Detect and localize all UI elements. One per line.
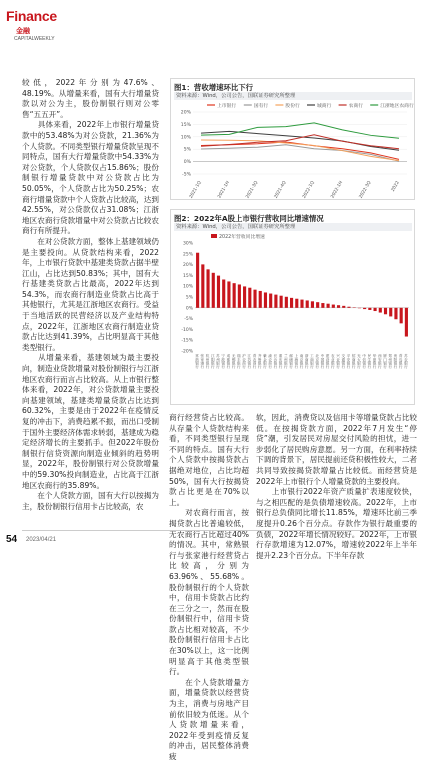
bar	[238, 284, 241, 307]
bar	[227, 281, 230, 307]
legend-label: 农商行	[349, 102, 364, 109]
y-tick-label: -5%	[184, 316, 193, 322]
y-tick-label: 15%	[183, 273, 194, 279]
bar	[259, 291, 262, 308]
x-tick-label: 江苏银行	[247, 353, 252, 369]
x-tick-label: 紫金银行	[262, 353, 267, 369]
x-tick-label: 华夏银行	[372, 353, 377, 369]
bar	[321, 303, 324, 308]
x-tick-label: 重庆银行	[278, 353, 283, 369]
bar	[327, 304, 330, 308]
bar	[217, 276, 220, 308]
x-tick-label: 2022	[390, 180, 401, 193]
bar	[374, 308, 377, 311]
x-tick-label: 厦门银行	[382, 353, 387, 369]
bar	[347, 307, 350, 308]
x-tick-label: 平安银行	[346, 353, 351, 369]
x-tick-label: 郑州银行	[388, 353, 393, 369]
x-tick-label: 民生银行	[367, 353, 372, 369]
legend-label: 城商行	[317, 102, 332, 109]
article-column-middle: 商行经营贷占比较高。从存量个人贷款结构来看，不同类型银行呈现不同的特点。国有大行个人贷款中按揭贷款占据绝对地位，占比均超50%，国有大行按揭贷款占比更是在70%以上。 对农商行而言，按揭贷款占比普遍较低，无农商行占比超过40%的情况。其中，常熟银行与张家港行经营贷占比较高，分别为63.96%、55.68%。股份制银行的个人贷款中，信用卡贷款占比约在三分之一，然而在股份制银行中，信用卡贷款占比相对较高，不少股份制银行信用卡占比在30%以上，这一比例明显高于其他类型银行。 在个人贷款增量方面，增量贷款以经营贷为主，消费与房地产目前依旧较为低迷。从个人贷款增量来看，2022年受到疫情反复的冲击，居民整体消费疲	[169, 413, 249, 525]
bar	[389, 308, 392, 317]
x-tick-label: 2022-1H	[330, 180, 345, 199]
bar	[400, 308, 403, 324]
legend-label: 2022年营收同比增速	[219, 233, 265, 240]
y-tick-label: 5%	[184, 147, 192, 153]
bar	[253, 290, 256, 308]
x-tick-label: 2022-3Q	[358, 180, 373, 200]
y-tick-label: 25%	[183, 251, 194, 257]
x-tick-label: 2021-1H	[216, 180, 231, 199]
x-tick-label: 苏农银行	[403, 353, 408, 369]
bar	[300, 300, 303, 308]
bar	[379, 308, 382, 313]
brand-name-cn: 金融	[16, 26, 30, 36]
x-tick-label: 上海银行	[294, 353, 299, 369]
bar	[405, 308, 408, 337]
x-tick-label: 无锡银行	[231, 353, 236, 369]
x-tick-label: 成都银行	[226, 353, 231, 369]
x-tick-label: 中信银行	[361, 353, 366, 369]
brand-logo	[6, 8, 66, 48]
legend-label: 股份行	[285, 102, 300, 109]
x-tick-label: 青岛银行	[398, 353, 403, 369]
brand-subtitle: CAPITALWEEKLY	[14, 36, 55, 42]
y-tick-label: 0%	[184, 159, 192, 165]
y-tick-label: 20%	[183, 262, 194, 268]
x-tick-label: 建设银行	[325, 353, 330, 369]
x-tick-label: 2022-1Q	[301, 180, 316, 200]
figure-1-source: 资料来源：Wind，公司公告，国联证券研究所整理	[174, 92, 412, 100]
x-tick-label: 常熟银行	[194, 353, 199, 369]
figure-2-title: 图2：2022年A股上市银行营收同比增速情况	[174, 213, 324, 224]
bar	[363, 308, 366, 309]
x-tick-label: 光大银行	[356, 353, 361, 369]
article-column-right: 软，因此，消费贷以及信用卡等增量贷款占比较低。在按揭贷款方面，2022年7月发生“停贷”潮，引发居民对房屋交付风险的担忧，进一步弱化了居民购房意愿。另一方面，在利率持续下调的背景下，居民提前还贷积极性较大，二者共同导致按揭贷款增量占比较低。而经营贷是2022年上市银行个人增量贷款的主要投向。 上市银行2022年资产质量扩表速度较快，与之相匹配的是负债增速较高。2022年，上市银行总负债同比增长11.85%，增速环比前三季度提升0.26个百分点。存款作为银行最重要的负债，2022年增长情况较好。2022年，上市银行存款增速为12.07%，增速较2022年上半年提升2.23个百分点。下半年存款	[256, 413, 417, 525]
issue-date: 2023/04/21	[26, 537, 56, 543]
x-tick-label: 杭州银行	[205, 353, 210, 369]
x-tick-label: 瑞丰银行	[236, 353, 241, 369]
bar	[280, 296, 283, 308]
x-tick-label: 兴业银行	[335, 353, 340, 369]
x-tick-label: 2021-3Q	[245, 180, 260, 200]
bar	[206, 269, 209, 307]
x-tick-label: 苏州银行	[215, 353, 220, 369]
legend-label: 江浙地区农商行	[380, 102, 414, 109]
figure-1-title: 图1：营收增速环比下行	[174, 82, 253, 93]
x-tick-label: 江阴银行	[210, 353, 215, 369]
bar	[394, 308, 397, 319]
y-tick-label: 30%	[183, 241, 194, 247]
series-line	[201, 123, 399, 138]
y-tick-label: -20%	[181, 349, 193, 355]
legend-label: 国有行	[254, 102, 269, 109]
y-tick-label: 0%	[186, 305, 194, 311]
figure-2	[170, 209, 415, 405]
bar	[295, 299, 298, 308]
y-tick-label: -5%	[182, 172, 192, 178]
bar	[196, 253, 199, 308]
figure-1-chart	[171, 102, 414, 200]
x-tick-label: 张家港行	[200, 353, 205, 369]
y-tick-label: 20%	[181, 110, 192, 116]
bar	[269, 294, 272, 308]
bar	[201, 264, 204, 307]
legend-swatch	[211, 234, 217, 238]
x-tick-label: 长沙银行	[273, 353, 278, 369]
bar	[274, 295, 277, 308]
bar	[332, 305, 335, 308]
bar	[212, 273, 215, 308]
x-tick-label: 招商银行	[351, 353, 356, 369]
figure-1-legend	[207, 102, 414, 109]
bar	[311, 301, 314, 307]
figure-2-legend	[211, 233, 265, 240]
x-tick-label: 贵阳银行	[393, 353, 398, 369]
x-tick-label: 兰州银行	[283, 353, 288, 369]
series-line	[201, 140, 399, 161]
x-tick-label: 2021-1Q	[188, 180, 203, 200]
x-tick-label: 齐鲁银行	[257, 353, 262, 369]
y-tick-label: -10%	[181, 327, 193, 333]
y-tick-label: 10%	[183, 284, 194, 290]
bar	[243, 286, 246, 307]
bar	[264, 292, 267, 307]
footer-divider	[22, 530, 417, 531]
y-tick-label: 10%	[181, 134, 192, 140]
x-tick-label: 邮储银行	[288, 353, 293, 369]
y-tick-label: 15%	[181, 122, 192, 128]
x-tick-label: 北京银行	[314, 353, 319, 369]
bar	[248, 288, 251, 308]
bar	[337, 305, 340, 308]
bar	[290, 298, 293, 308]
bar	[316, 302, 319, 308]
bar	[285, 297, 288, 308]
x-tick-label: 南京银行	[299, 353, 304, 369]
figure-1	[170, 78, 415, 200]
x-tick-label: 宁波银行	[221, 353, 226, 369]
page-number: 54	[6, 534, 17, 545]
figure-2-source: 资料来源：Wind，公司公告，国联证券研究所整理	[174, 223, 412, 231]
article-column-left: 较低，2022年分别为47.6%、48.19%。从增量来看，国有大行增量贷款以对公为主，股份制银行则对公零售“五五开”。 具体来看，2022年上市银行增量贷款中的53.48%为对公贷款，21.36%为个人贷款。不同类型银行增量贷款呈现不同特点，国有大行增量贷款中54.33%为对公贷款，个人贷款仅占15.86%；股份制银行增量贷款中对公贷款占比为50.05%，个人贷款占比为50.25%；农商行增量贷款中个人贷款占比较高，达到42.55%，对公贷款仅占31.08%；江浙地区农商行贷款增量中对公贷款占比较农商行有所提升。 在对公贷款方面，整体上基建领域仍是主要投向。从贷款结构来看，2022年，上市银行贷款中基建类贷款占据半壁江山，占比达到50.83%；其中，国有大行基建类贷款占比最高，2022年达到54.3%，而农商行制造业贷款占比高于其他银行，尤其是江浙地区农商行。受益于当地活跃的民营经济以及产业结构特点，2022年，江浙地区农商行制造业贷款占比达到41.39%，占比明显高于其他类型银行。 从增量来看，基建领域为最主要投向，制造业贷款增量对股份制银行与江浙地区农商行而言占比较高。从上市银行整体来看，2022年，对公贷款增量主要投向基建领域，基建类增量贷款占比达到60.32%，主要是由于2022年在疫情反复的冲击下，消费趋累不振，而出口受制于国外主要经济体需求转弱，基建成为稳定经济增长的主要抓手。但2022年股份制银行信贷资源向制造业倾斜的趋势明显，2022年，股份制银行对公贷款增量中的59.30%投向制造业，占比高于江浙地区农商行的35.89%。 在个人贷款方面，国有大行以按揭为主，股份制银行信用卡占比较高，农	[22, 78, 159, 526]
bar	[306, 300, 309, 307]
x-tick-label: 沪农商行	[241, 353, 246, 369]
x-tick-label: 西安银行	[377, 353, 382, 369]
figure-2-chart	[171, 233, 414, 405]
bar	[342, 306, 345, 308]
y-tick-label: -15%	[181, 338, 193, 344]
x-tick-label: 交通银行	[341, 353, 346, 369]
bar	[222, 280, 225, 308]
x-tick-label: 渝农商行	[267, 353, 272, 369]
x-tick-label: 青农商行	[252, 353, 257, 369]
x-tick-label: 中国银行	[320, 353, 325, 369]
bar	[368, 308, 371, 310]
brand-name: Finance	[6, 8, 57, 24]
bar	[384, 308, 387, 314]
x-tick-label: 2021-4Q	[273, 180, 288, 200]
x-tick-label: 农业银行	[330, 353, 335, 369]
x-tick-label: 浙商银行	[304, 353, 309, 369]
legend-label: 上市银行	[217, 102, 236, 109]
x-tick-label: 工商银行	[309, 353, 314, 369]
y-tick-label: 5%	[186, 295, 194, 301]
bar	[233, 283, 236, 308]
